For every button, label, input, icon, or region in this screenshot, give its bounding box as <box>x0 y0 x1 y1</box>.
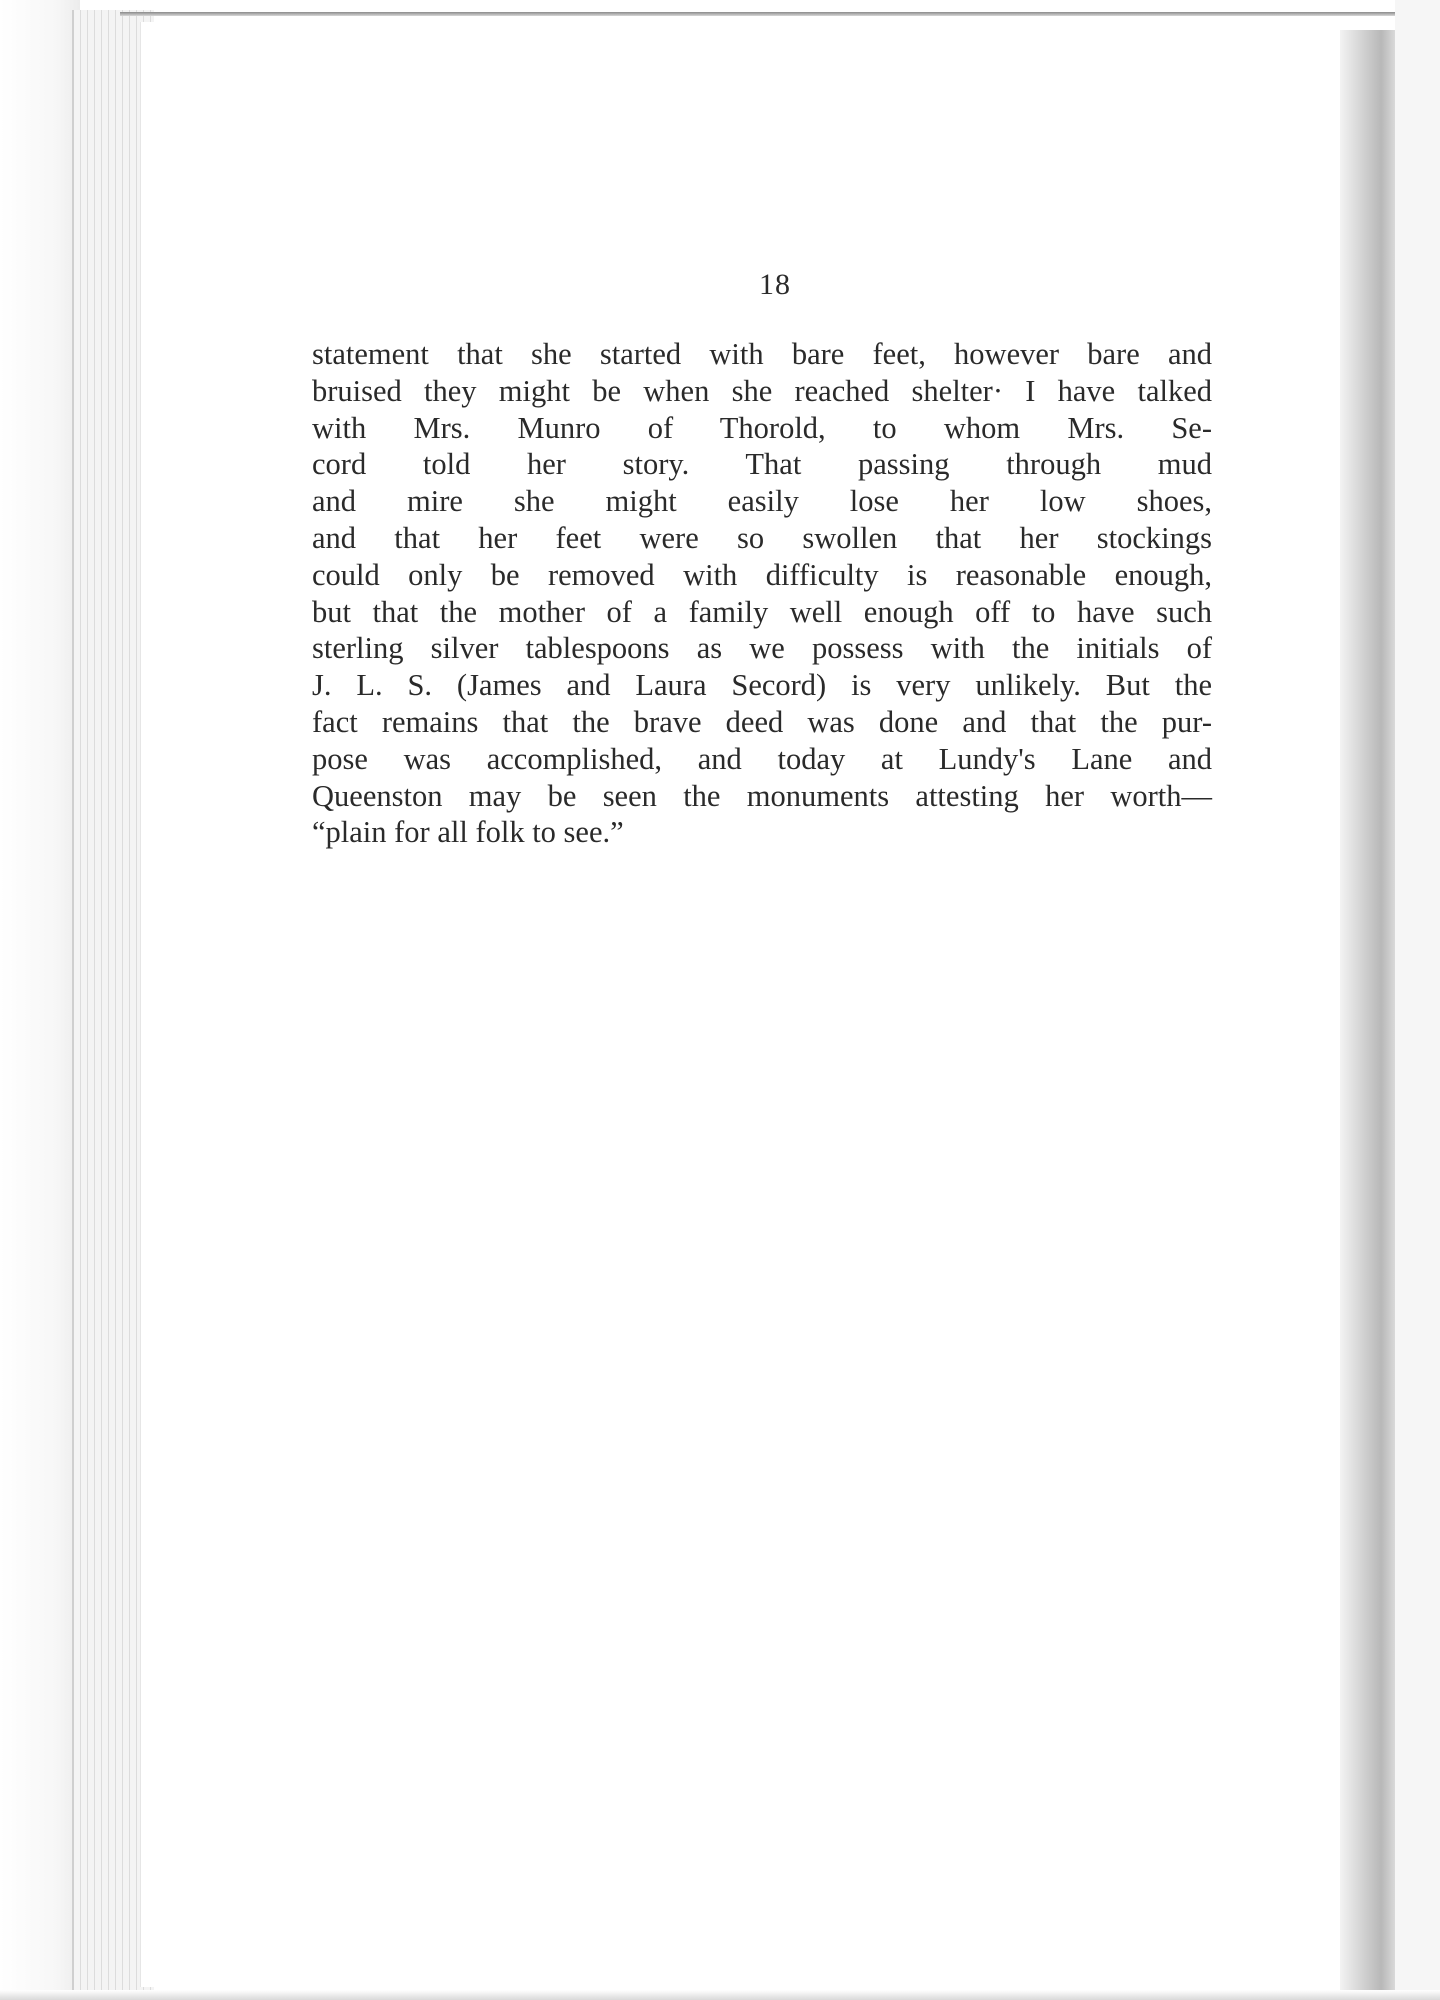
text-line: pose was accomplished, and today at Lundy's Lane and <box>312 741 1212 776</box>
text-line: statement that she started with bare feet, however bare and <box>312 337 1212 371</box>
text-line: cord told her story. That passing through mud <box>312 447 1212 482</box>
body-paragraph <box>312 336 1212 851</box>
text-line: sterling silver tablespoons as we possess with the initials of <box>312 631 1212 666</box>
text-line: bruised they might be when she reached shelter· I have talked <box>312 373 1212 408</box>
text-line: and that her feet were so swollen that her stockings <box>312 520 1212 555</box>
bottom-book-edge <box>0 1990 1440 2000</box>
text-line: J. L. S. (James and Laura Secord) is very unlikely. But the <box>312 668 1212 703</box>
book-page <box>140 22 1366 1987</box>
page-curl-shadow <box>1340 30 1395 1990</box>
text-line: and mire she might easily lose her low shoes, <box>312 484 1212 519</box>
text-line: fact remains that the brave deed was done and that the pur- <box>312 704 1212 739</box>
text-line: Queenston may be seen the monuments attesting her worth— <box>312 778 1212 813</box>
top-book-edge <box>120 12 1410 16</box>
text-line: “plain for all folk to see.” <box>312 815 624 850</box>
page-number: 18 <box>759 268 791 301</box>
text-line: with Mrs. Munro of Thorold, to whom Mrs. Se- <box>312 410 1212 445</box>
text-line: but that the mother of a family well enough off to have such <box>312 594 1212 629</box>
text-line: could only be removed with difficulty is reasonable enough, <box>312 557 1212 592</box>
